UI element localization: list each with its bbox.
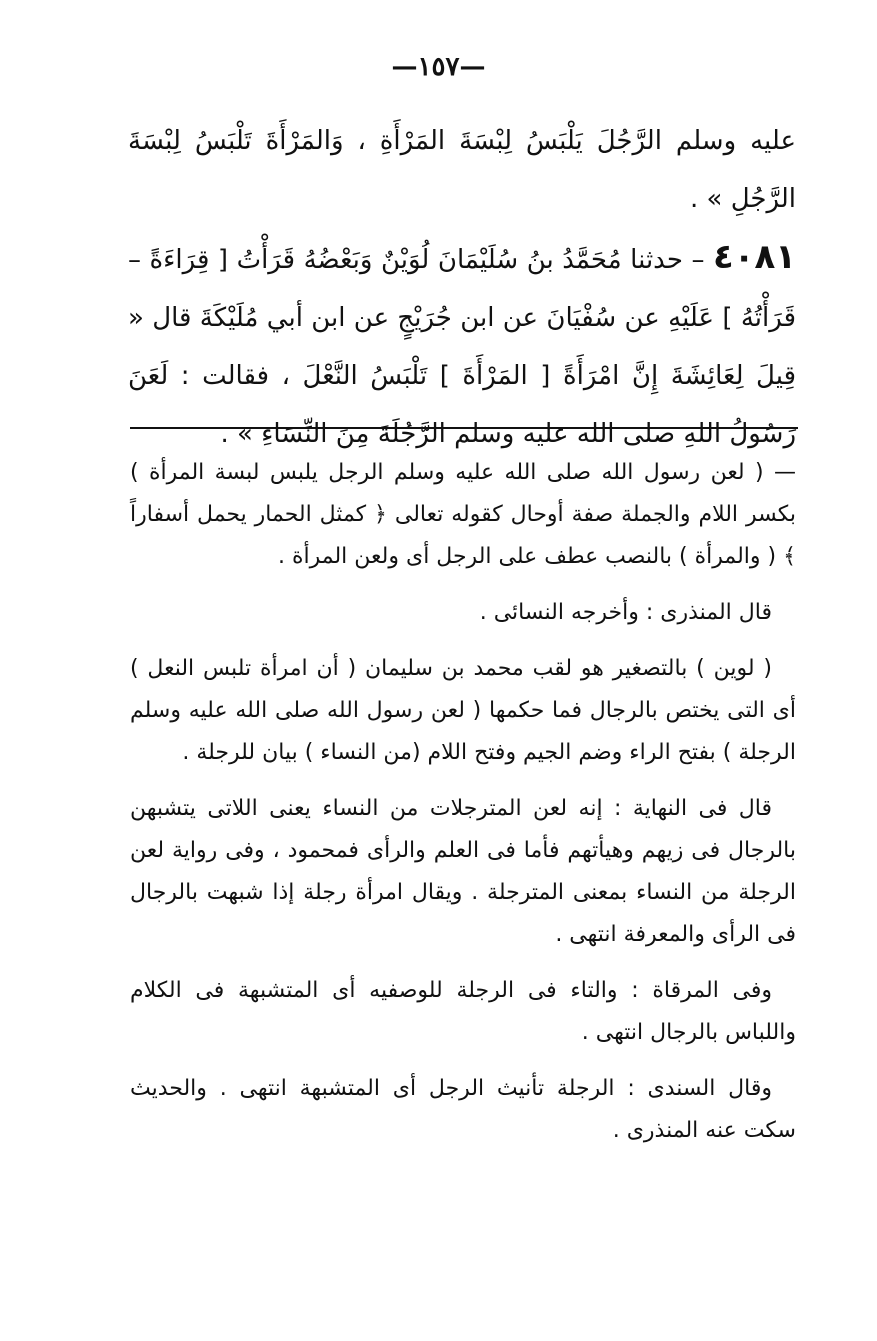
commentary-paragraph-6: وقال السندى : الرجلة تأنيث الرجل أى المتشبهة انتهى . والحديث سكت عنه المنذرى . [130, 1076, 796, 1143]
commentary-section [130, 452, 796, 1166]
hadith-continuation: عليه وسلم الرَّجُلَ يَلْبَسُ لِبْسَةَ المَرْأَةِ ، وَالمَرْأَةَ تَلْبَسُ لِبْسَةَ الرَّجُلِ » . [128, 126, 796, 214]
commentary-paragraph-1: — ( لعن رسول الله صلى الله عليه وسلم الرجل يلبس لبسة المرأة ) بكسر اللام والجملة صفة أوحال كقوله تعالى ﴿ كمثل الحمار يحمل أسفاراً ﴾ ( والمرأة ) بالنصب عطف على الرجل أى ولعن المرأة . [130, 460, 796, 569]
commentary-paragraph-2: قال المنذرى : وأخرجه النسائى . [479, 600, 772, 625]
hadith-body: – حدثنا مُحَمَّدُ بنُ سُلَيْمَانَ لُوَيْنٌ وَبَعْضُهُ قَرَأْتُ [ قِرَاءَةً – قَرَأْتُهُ ] عَلَيْهِ عن سُفْيَانَ عن ابن جُرَيْجٍ عن ابن أبي مُلَيْكَةَ قال « قِيلَ لِعَائِشَةَ إِنَّ امْرَأَةً [ المَرْأَةَ ] تَلْبَسُ النَّعْلَ ، فقالت : لَعَنَ رَسُولُ اللهِ صلى الله عليه وسلم الرَّجُلَةَ مِنَ النِّسَاءِ » . [128, 245, 796, 449]
page-number: —١٥٧— [391, 52, 486, 82]
hadith-text [128, 112, 796, 463]
commentary-paragraph-5: وفى المرقاة : والتاء فى الرجلة للوصفيه أى المتشبهة فى الكلام واللباس بالرجال انتهى . [130, 978, 796, 1045]
footnote-divider [130, 427, 798, 429]
hadith-number: ٤٠٨١ [713, 237, 797, 277]
commentary-paragraph-4: قال فى النهاية : إنه لعن المترجلات من النساء يعنى اللاتى يتشبهن بالرجال فى زيهم وهيأتهم فأما فى العلم والرأى فمحمود ، وفى رواية لعن الرجلة من النساء بمعنى المترجلة . ويقال امرأة رجلة إذا شبهت بالرجال فى الرأى والمعرفة انتهى . [130, 796, 796, 947]
commentary-paragraph-3: ( لوين ) بالتصغير هو لقب محمد بن سليمان ( أن امرأة تلبس النعل ) أى التى يختص بالرجال فما حكمها ( لعن رسول الله صلى الله عليه وسلم الرجلة ) بفتح الراء وضم الجيم وفتح اللام (من النساء ) بيان للرجلة . [130, 656, 796, 765]
